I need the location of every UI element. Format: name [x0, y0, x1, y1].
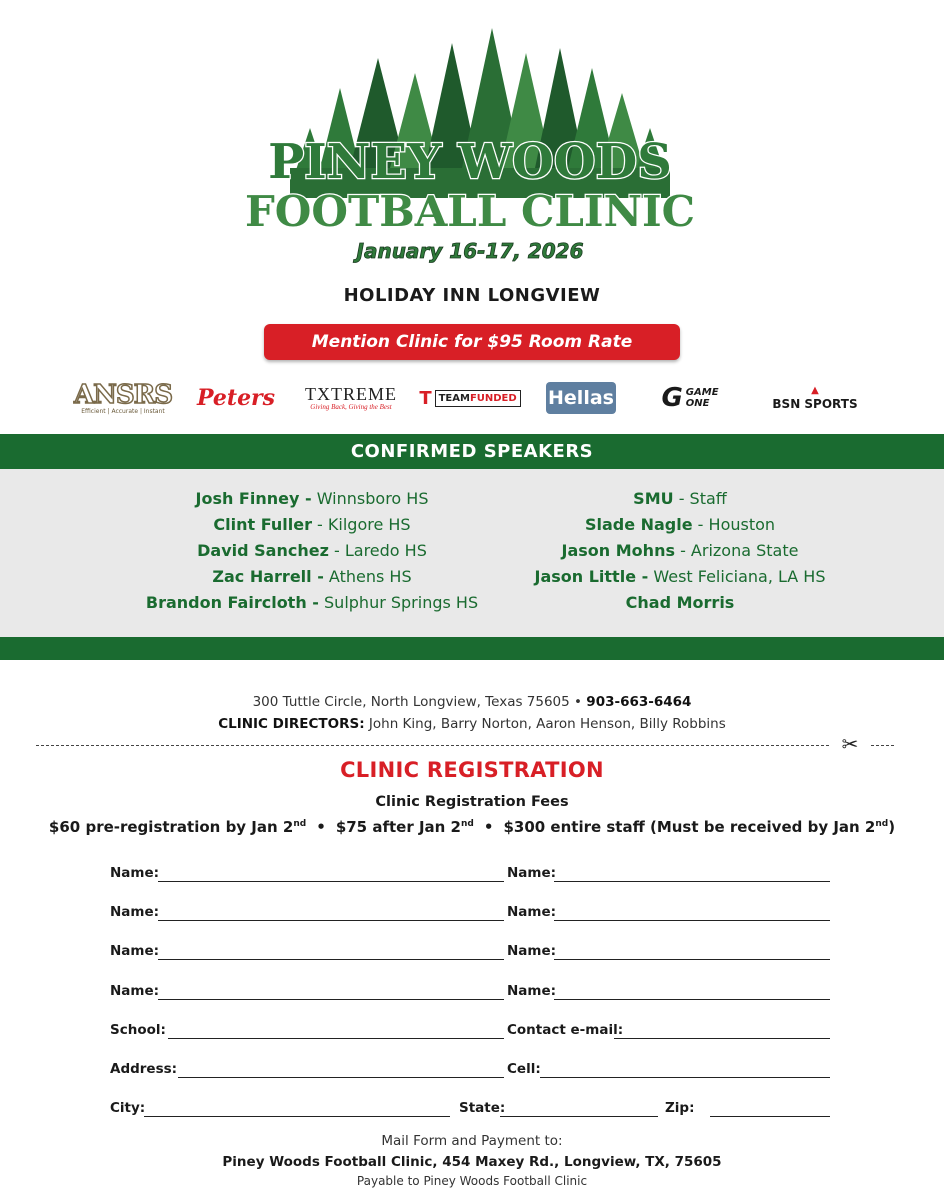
address-text: 300 Tuttle Circle, North Longview, Texas 75605 •: [252, 694, 587, 710]
name-label: Name:: [507, 865, 557, 881]
zip-label: Zip:: [665, 1100, 695, 1116]
speaker-name: Josh Finney -: [195, 489, 312, 508]
mail-instructions: Mail Form and Payment to:: [381, 1133, 563, 1149]
cell-field[interactable]: [540, 1077, 830, 1078]
teamfunded-word-team: TEAM: [438, 392, 470, 404]
speaker-name: Chad Morris: [625, 593, 735, 612]
name-label: Name:: [507, 983, 557, 999]
address-label: Address:: [110, 1061, 178, 1077]
scissors-icon: ✂: [830, 733, 870, 755]
speaker-team: - Houston: [692, 515, 776, 534]
speaker-name: Clint Fuller: [213, 515, 312, 534]
speakers-left-column: [110, 486, 514, 616]
speaker-name: David Sanchez: [197, 541, 329, 560]
clinic-address: [0, 694, 944, 710]
name-field[interactable]: [158, 959, 504, 960]
speaker-team: West Feliciana, LA HS: [648, 567, 826, 586]
speaker-team: - Laredo HS: [328, 541, 427, 560]
contact-email-field[interactable]: [614, 1038, 830, 1039]
cell-label: Cell:: [507, 1061, 541, 1077]
form-row-name-1: [0, 864, 944, 886]
ordinal-suffix: nd: [293, 819, 307, 829]
name-label: Name:: [110, 865, 160, 881]
sponsor-txtreme-logo: [305, 378, 397, 418]
ordinal-suffix: nd: [461, 819, 474, 829]
name-field[interactable]: [158, 920, 504, 921]
form-row-name-4: [0, 982, 944, 1004]
speaker-item: [470, 512, 890, 538]
ansrs-tagline: Efficient | Accurate | Instant: [81, 407, 165, 415]
speaker-item: [470, 538, 890, 564]
fee-entire-staff: $300 entire staff (Must be received by Jan 2: [503, 818, 876, 836]
name-field[interactable]: [554, 920, 830, 921]
speaker-name: Slade Nagle: [584, 515, 693, 534]
logo-title-line2: FOOTBALL CLINIC: [244, 187, 696, 236]
bullet-separator: •: [316, 818, 326, 836]
name-label: Name:: [507, 904, 557, 920]
sponsor-teamfunded-logo: [420, 378, 520, 418]
gameone-word-game: GAME: [685, 387, 719, 398]
ordinal-suffix: nd: [875, 819, 889, 829]
sponsor-logos: [0, 378, 944, 418]
directors-names: John King, Barry Norton, Aaron Henson, Billy Robbins: [364, 716, 726, 732]
name-field[interactable]: [554, 999, 830, 1000]
gameone-wordmark: [686, 387, 719, 409]
teamfunded-wordmark: [435, 390, 521, 407]
piney-woods-logo: [230, 18, 710, 268]
registration-title: CLINIC REGISTRATION: [340, 758, 604, 782]
speaker-name: Zac Harrell -: [212, 567, 324, 586]
speaker-item: [470, 590, 890, 616]
sponsor-gameone-logo: [650, 378, 730, 418]
bullet-separator: •: [483, 818, 494, 836]
bsn-wordmark: BSN SPORTS: [772, 397, 858, 411]
city-label: City:: [110, 1100, 146, 1116]
cut-line-divider: [36, 745, 894, 746]
payable-to: Payable to Piney Woods Football Clinic: [356, 1174, 588, 1188]
speaker-name: SMU: [633, 489, 674, 508]
zip-field[interactable]: [710, 1116, 830, 1117]
form-row-address: [0, 1060, 944, 1082]
name-label: Name:: [110, 983, 160, 999]
mail-address: Piney Woods Football Clinic, 454 Maxey Rd., Longview, TX, 75605: [222, 1154, 722, 1170]
speaker-team: Sulphur Springs HS: [318, 593, 479, 612]
speakers-bottom-band: [0, 637, 944, 660]
fee-after: $75 after Jan 2: [335, 818, 461, 836]
speaker-item: [110, 538, 514, 564]
form-row-school: [0, 1021, 944, 1043]
bsn-mark-icon: ▲: [811, 385, 819, 396]
speaker-name: Jason Little -: [534, 567, 649, 586]
speaker-team: Athens HS: [323, 567, 412, 586]
school-label: School:: [110, 1022, 166, 1038]
contact-email-label: Contact e-mail:: [507, 1022, 624, 1038]
phone-number: 903-663-6464: [586, 694, 692, 710]
fees-title: Clinic Registration Fees: [375, 794, 569, 810]
logo-dates: January 16-17, 2026: [356, 239, 584, 263]
city-field[interactable]: [144, 1116, 450, 1117]
ansrs-wordmark: ANSRS: [73, 379, 173, 410]
speakers-right-column: [470, 486, 890, 616]
speaker-item: [110, 486, 514, 512]
name-label: Name:: [110, 904, 160, 920]
room-rate-banner: Mention Clinic for $95 Room Rate: [264, 324, 680, 360]
speaker-team: - Arizona State: [674, 541, 799, 560]
speaker-item: [470, 486, 890, 512]
state-label: State:: [459, 1100, 506, 1116]
venue-heading: HOLIDAY INN LONGVIEW: [343, 285, 601, 306]
directors-label: CLINIC DIRECTORS:: [218, 716, 365, 732]
speaker-team: - Staff: [673, 489, 727, 508]
sponsor-bsn-logo: [770, 378, 860, 418]
sponsor-ansrs-logo: [73, 378, 173, 418]
clinic-directors: [0, 716, 944, 732]
name-field[interactable]: [554, 959, 830, 960]
gameone-mark: G: [661, 383, 683, 413]
speakers-heading: CONFIRMED SPEAKERS: [0, 434, 944, 469]
name-field[interactable]: [158, 999, 504, 1000]
teamfunded-word-funded: FUNDED: [469, 392, 517, 404]
state-field[interactable]: [500, 1116, 658, 1117]
sponsor-peters-logo: Peters: [196, 385, 276, 411]
fees-line: [0, 818, 944, 836]
speaker-team: Winnsboro HS: [311, 489, 429, 508]
name-field[interactable]: [158, 881, 504, 882]
fee-pre-registration: $60 pre-registration by Jan 2: [48, 818, 294, 836]
speaker-name: Brandon Faircloth -: [145, 593, 319, 612]
name-label: Name:: [110, 943, 160, 959]
speaker-name: Jason Mohns: [561, 541, 675, 560]
school-field[interactable]: [168, 1038, 504, 1039]
logo-title-line1: PINEY WOODS: [268, 134, 672, 190]
teamfunded-mark: T: [419, 387, 432, 409]
txtreme-wordmark: TXTREME: [305, 384, 397, 404]
form-row-city: [0, 1099, 944, 1121]
form-row-name-3: [0, 942, 944, 964]
address-field[interactable]: [178, 1077, 504, 1078]
speaker-item: [110, 564, 514, 590]
name-label: Name:: [507, 943, 557, 959]
fee-staff-close: ): [888, 818, 896, 836]
sponsor-hellas-logo: Hellas: [546, 382, 616, 414]
gameone-word-one: ONE: [685, 398, 710, 409]
speaker-team: - Kilgore HS: [311, 515, 411, 534]
txtreme-tagline: Giving Back, Giving the Best: [310, 403, 392, 411]
speaker-item: [110, 512, 514, 538]
speaker-item: [470, 564, 890, 590]
form-row-name-2: [0, 903, 944, 925]
speaker-item: [110, 590, 514, 616]
name-field[interactable]: [554, 881, 830, 882]
